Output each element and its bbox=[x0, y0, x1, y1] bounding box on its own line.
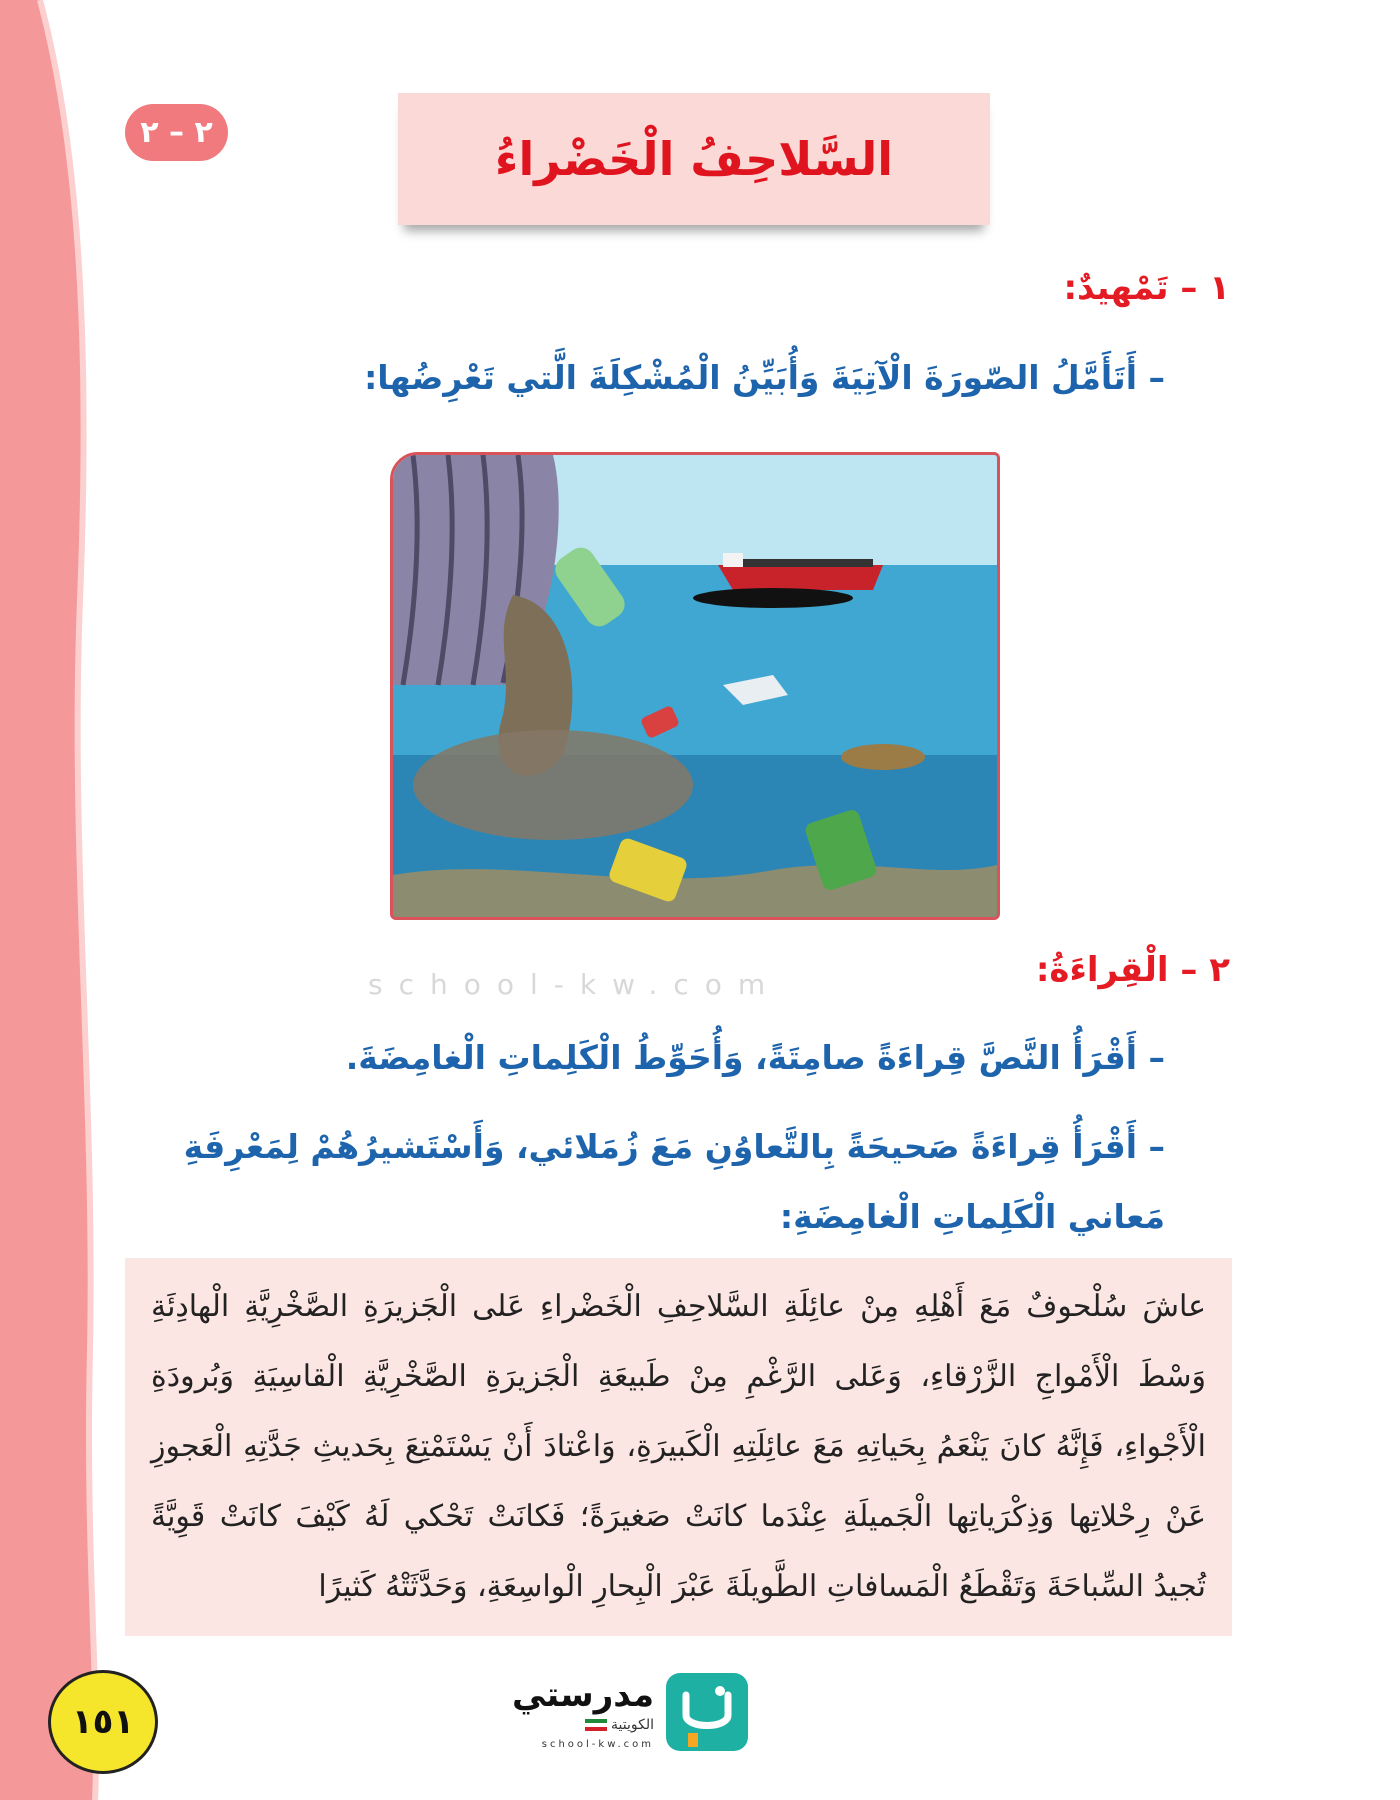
reading-heading: ٢ – الْقِراءَةُ: bbox=[1035, 950, 1230, 990]
reading-instruction-1: – أَقْرَأُ النَّصَّ قِراءَةً صامِتَةً، وَأُحَوِّطُ الْكَلِماتِ الْغامِضَةَ. bbox=[345, 1038, 1165, 1077]
page-number: ١٥١ bbox=[48, 1670, 158, 1774]
lesson-title: السَّلاحِفُ الْخَضْراءُ bbox=[494, 132, 894, 186]
logo-url: school-kw.com bbox=[541, 1739, 654, 1750]
watermark: school-kw.com bbox=[368, 968, 782, 1001]
intro-heading: ١ – تَمْهيدٌ: bbox=[1063, 268, 1230, 308]
unit-badge: ٢ – ٢ bbox=[125, 104, 228, 161]
pollution-illustration bbox=[390, 452, 1000, 920]
title-box bbox=[398, 93, 990, 225]
reading-passage: عاشَ سُلْحوفٌ مَعَ أَهْلِهِ مِنْ عائِلَةِ السَّلاحِفِ الْخَضْراءِ عَلى الْجَزيرَةِ الصَّخْرِيَّةِ الْهادِئَةِ وَسْطَ الْأَمْواجِ الزَّرْقاءِ، وَعَلى الرَّغْمِ مِنْ طَبيعَةِ الْجَزيرَةِ الصَّخْرِيَّةِ الْقاسِيَةِ وَبُرودَةِ الْأَجْواءِ، فَإِنَّهُ كانَ يَنْعَمُ بِحَياتِهِ مَعَ عائِلَتِهِ الْكَبيرَةِ، وَاعْتادَ أَنْ يَسْتَمْتِعَ بِحَديثِ جَدَّتِهِ الْعَجوزِ عَنْ رِحْلاتِها وَذِكْرَياتِها الْجَميلَةِ عِنْدَما كانَتْ صَغيرَةً؛ فَكانَتْ تَحْكي لَهُ كَيْفَ كانَتْ قَوِيَّةً تُجيدُ السِّباحَةَ وَتَقْطَعُ الْمَسافاتِ الطَّويلَةَ عَبْرَ الْبِحارِ الْواسِعَةِ، وَحَدَّثَتْهُ كَثيرًا bbox=[125, 1258, 1232, 1636]
logo-icon bbox=[666, 1673, 748, 1751]
reading-instruction-2: – أَقْرَأُ قِراءَةً صَحيحَةً بِالتَّعاوُنِ مَعَ زُمَلائي، وَأَسْتَشيرُهُمْ لِمَعْرِفَةِ مَعاني الْكَلِماتِ الْغامِضَةِ: bbox=[183, 1127, 1165, 1236]
logo-subtitle: الكويتية bbox=[581, 1717, 654, 1733]
side-decoration bbox=[0, 0, 140, 1800]
intro-instruction: – أَتَأَمَّلُ الصّورَةَ الْآتِيَةَ وَأُبَيِّنُ الْمُشْكِلَةَ الَّتي تَعْرِضُها: bbox=[364, 358, 1165, 397]
kuwait-flag-icon bbox=[585, 1719, 607, 1731]
footer-logo bbox=[512, 1673, 748, 1759]
logo-name: مدرستي bbox=[512, 1675, 654, 1715]
